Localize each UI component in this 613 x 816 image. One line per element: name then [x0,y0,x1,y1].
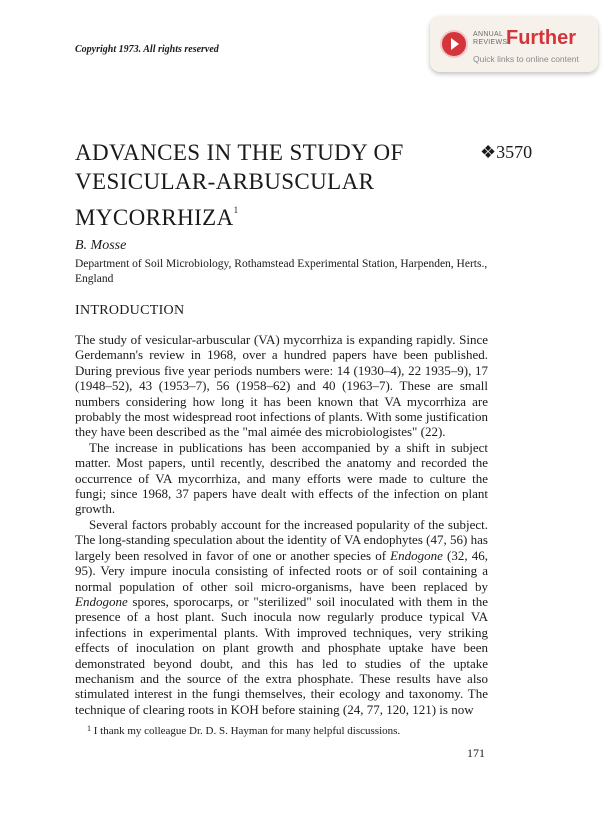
genus-endogone-1: Endogone [390,547,443,563]
title-line-3: MYCORRHIZA [75,205,234,230]
annual-reviews-further-badge[interactable] [430,16,598,72]
play-arrow-icon [440,30,468,58]
article-title [75,138,465,232]
article-body [75,332,488,717]
badge-line-annual: ANNUAL [473,31,504,38]
page-number: 171 [467,746,485,760]
copyright-notice: Copyright 1973. All rights reserved [75,44,219,55]
paragraph-3-text-a: Several factors probably account for the increased popularity of the subject. The long-standing speculation about the identity of VA endophytes (47, 56) has largely been resolved in favor of one or another species of [75,516,488,563]
paragraph-3 [75,517,488,717]
title-footnote-marker: 1 [233,205,239,215]
genus-endogone-2: Endogone [75,593,128,609]
footnote [75,724,495,737]
paragraph-3-text-c: spores, sporocarps, or "sterilized" soil inoculated with them in the presence of a host plant. Such inocula now regularly produce typical VA infections in experimental plants. With improved techniques, very striking effects of inoculation on plant growth and phosphate uptake have been demonstrated beyond doubt, and this has led to studies of the uptake mechanism and the source of the extra phosphate. These results have also stimulated interest in the fungi themselves, their ecology and taxonomy. The technique of clearing roots in KOH before staining (24, 77, 120, 121) is now [75,593,488,717]
title-line-2: VESICULAR-ARBUSCULAR [75,169,375,194]
badge-brand-small [473,31,507,47]
article-number: ❖3570 [480,142,533,162]
badge-line-reviews: REVIEWS [473,39,508,46]
section-heading: INTRODUCTION [75,303,185,318]
author-affiliation: Department of Soil Microbiology, Rothamstead Experimental Station, Harpenden, Herts., England [75,258,488,285]
badge-further-label: Further [506,27,576,49]
footnote-text: I thank my colleague Dr. D. S. Hayman for many helpful discussions. [91,725,401,737]
footnote-marker: 1 [87,724,91,733]
paragraph-3-text-b: (32, 46, 95). Very impure inocula consisting of infected roots or of soil containing a normal population of other soil micro-organisms, have been replaced by [75,547,488,594]
title-line-1: ADVANCES IN THE STUDY OF [75,140,404,165]
paragraph-2: The increase in publications has been accompanied by a shift in subject matter. Most papers, until recently, described the anatomy and recorded the occurrence of VA mycorrhiza, and many efforts were made to culture the fungi; since 1968, 37 papers have dealt with effects of the infection on plant growth. [75,439,488,517]
badge-subtext: Quick links to online content [473,54,579,64]
paragraph-1: The study of vesicular-arbuscular (VA) mycorrhiza is expanding rapidly. Since Gerdemann's review in 1968, over a hundred papers have been published. During previous five year periods numbers were: 14 (1930–4), 22 1935–9), 17 (1948–52), 43 (1953–7), 56 (1958–62) and 40 (1963–7). These are small numbers considering how long it has been known that VA mycorrhiza are probably the most widespread root infections of plants. With some justification they have been described as the "mal aimée des microbiologistes" (22). [75,332,488,440]
author-name: B. Mosse [75,238,127,253]
